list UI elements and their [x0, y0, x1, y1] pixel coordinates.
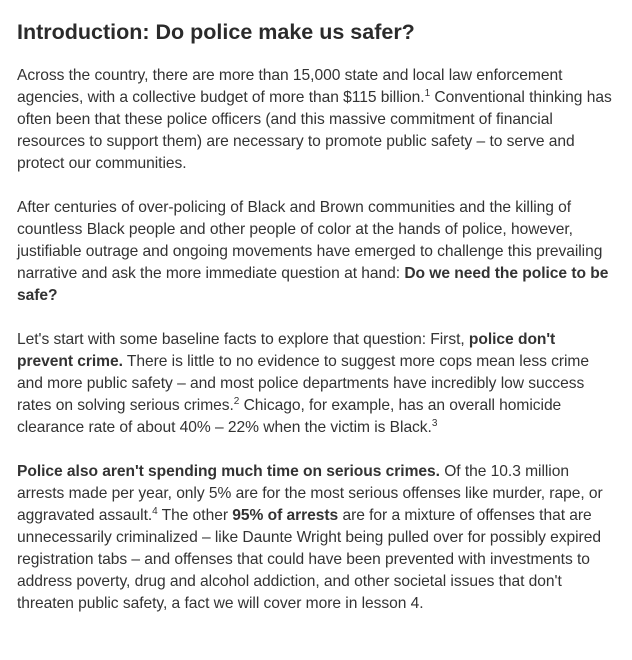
footnote-ref: 1: [424, 88, 431, 99]
text-run: The other: [157, 507, 233, 524]
text-run: Conventional thinking has often been that these police officers (and this massive commitment of financial resources to support them) are necessary to promote public safety – to serve and protect our communities.: [17, 89, 612, 172]
emphasis-text: 95% of arrests: [232, 507, 339, 524]
text-run: Across the country, there are more than 15,000 state and local law enforcement agencies, with a collective budget of more than $115 billion.: [17, 67, 563, 106]
text-run: Let's start with some baseline facts to explore that question: First,: [17, 331, 469, 348]
paragraph: [17, 65, 615, 175]
emphasis-text: Police also aren't spending much time on serious crimes.: [17, 463, 440, 480]
text-run: Of the 10.3 million arrests made per year, only 5% are for the most serious offenses like murder, rape, or aggravated assault.: [17, 463, 603, 524]
paragraph: [17, 461, 615, 615]
footnote-ref: 2: [233, 396, 240, 407]
article-body: [17, 65, 615, 615]
paragraph: [17, 197, 615, 307]
page-title: Introduction: Do police make us safer?: [17, 20, 415, 44]
footnote-ref: 4: [152, 506, 158, 517]
text-run: Chicago, for example, has an overall homicide clearance rate of about 40% – 22% when the victim is Black.: [17, 397, 562, 436]
text-run: After centuries of over-policing of Black and Brown communities and the killing of countless Black people and other people of color at the hands of police, however, justifiable outrage and ongoing movements have emerged to challenge this prevailing narrative and ask the more immediate question at hand:: [17, 199, 603, 282]
text-run: There is little to no evidence to suggest more cops mean less crime and more public safety – and most police departments have incredibly low success rates on solving serious crimes.: [17, 353, 589, 414]
paragraph: [17, 329, 615, 439]
emphasis-text: police don't prevent crime.: [17, 331, 556, 370]
emphasis-text: Do we need the police to be safe?: [17, 265, 609, 304]
text-run: are for a mixture of offenses that are unnecessarily criminalized – like Daunte Wright being pulled over for possibly expired registration tabs – and offenses that could have been prevented with investments to address poverty, drug and alcohol addiction, and other societal issues that don't threaten public safety, a fact we will cover more in lesson 4.: [17, 507, 601, 612]
footnote-ref: 3: [431, 418, 438, 429]
